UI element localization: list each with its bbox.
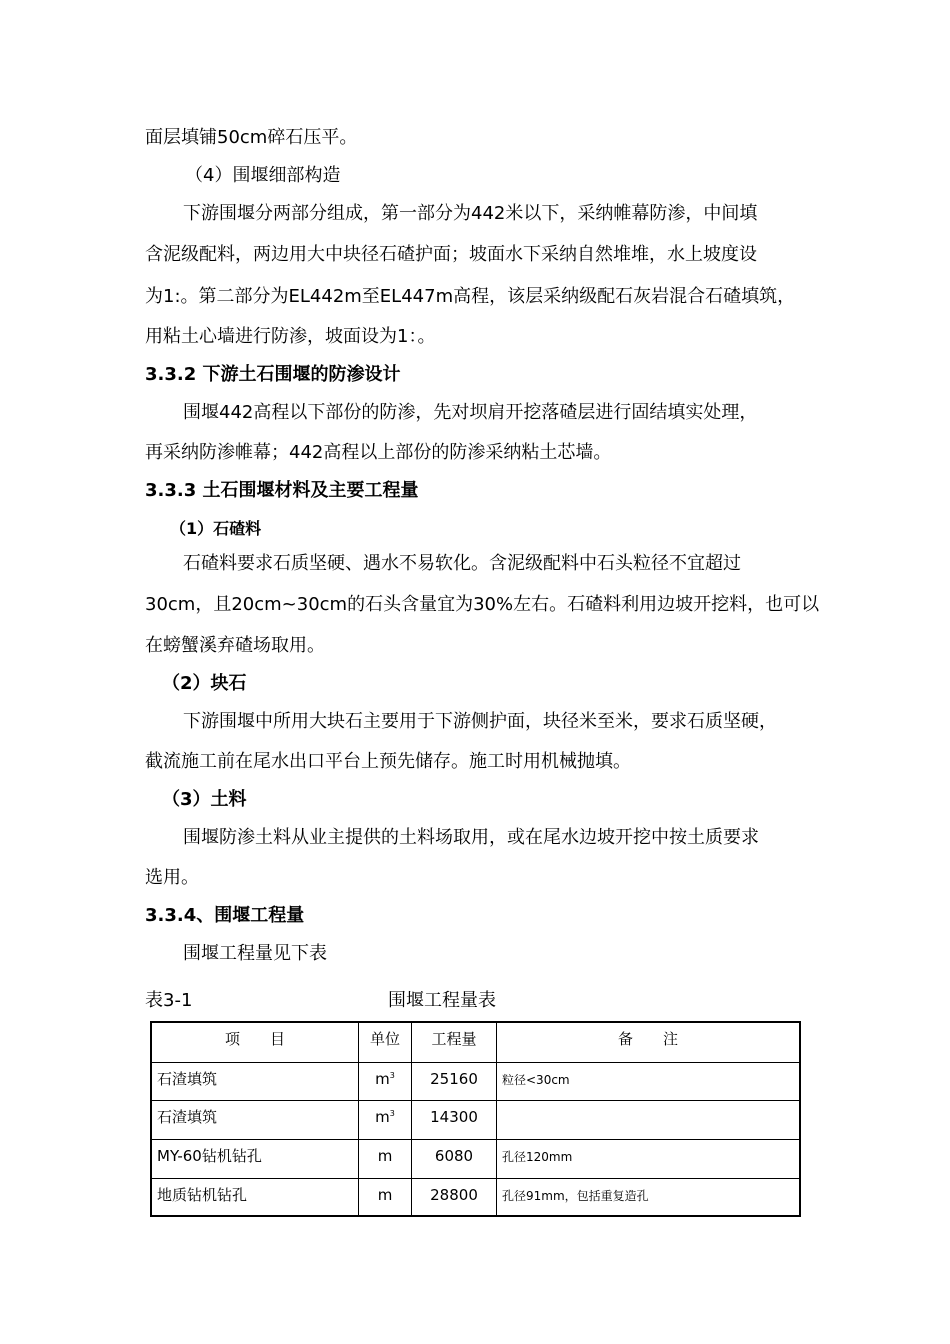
body-text: 下游围堰中所用大块石主要用于下游侧护面，块径米至米，要求石质坚硬， [183,711,777,732]
table-cell-item: 石渣填筑 [157,1108,218,1126]
subheading-earth-material: （3）土料 [162,789,247,810]
table-cell-quantity: 6080 [434,1147,474,1165]
body-text: 含泥级配料，两边用大中块径石碴护面；坡面水下采纳自然堆堆，水上坡度设 [145,244,757,265]
table-cell-unit: m [377,1147,393,1165]
quantity-table [150,1021,801,1217]
section-heading-3-3-3: 3.3.3 土石围堰材料及主要工程量 [145,480,419,501]
table-cell-remarks: 孔径91mm，包括重复造孔 [502,1189,649,1203]
body-text: 面层填铺50cm碎石压平。 [145,127,358,148]
body-text: 用粘土心墙进行防渗，坡面设为1：。 [145,326,436,347]
section-heading-3-3-2: 3.3.2 下游土石围堰的防渗设计 [145,364,401,385]
table-number: 表3-1 [145,990,193,1011]
table-cell-remarks: 孔径120mm [502,1150,573,1164]
table-header-quantity: 工程量 [431,1030,477,1048]
table-title: 围堰工程量表 [388,990,496,1011]
body-text: 围堰442高程以下部份的防渗，先对坝肩开挖落碴层进行固结填实处理， [183,402,758,423]
subheading-block-stone: （2）块石 [162,673,247,694]
body-text: 选用。 [145,867,199,888]
body-text: 30cm，且20cm~30cm的石头含量宜为30%左右。石碴料利用边坡开挖料，也可以 [145,594,820,615]
body-text: 再采纳防渗帷幕；442高程以上部份的防渗采纳粘土芯墙。 [145,442,612,463]
table-cell-remarks: 粒径<30cm [502,1073,570,1087]
table-cell-item: 地质钻机钻孔 [157,1186,248,1204]
body-text: 为1:。第二部分为EL442m至EL447m高程，该层采纳级配石灰岩混合石碴填筑， [145,286,796,307]
table-header-remarks: 备 注 [617,1030,678,1048]
body-text: 下游围堰分两部分组成，第一部分为442米以下，采纳帷幕防渗，中间填 [183,203,758,224]
body-text: 石碴料要求石质坚硬、遇水不易软化。含泥级配料中石头粒径不宜超过 [183,553,741,574]
table-cell-item: 石渣填筑 [157,1070,218,1088]
table-cell-item: MY-60钻机钻孔 [157,1147,262,1165]
body-text: 在螃蟹溪弃碴场取用。 [145,635,325,656]
table-cell-quantity: 28800 [430,1186,478,1204]
subheading-stone-ballast: （1）石碴料 [170,519,262,538]
table-header-unit: 单位 [369,1030,400,1048]
table-cell-unit: $m^3$ [375,1108,395,1126]
section-heading-3-3-4: 3.3.4、围堰工程量 [145,905,305,926]
body-text: 截流施工前在尾水出口平台上预先储存。施工时用机械抛填。 [145,751,631,772]
table-cell-quantity: 14300 [430,1108,478,1126]
body-text: 围堰防渗土料从业主提供的土料场取用，或在尾水边坡开挖中按土质要求 [183,827,759,848]
table-cell-unit: $m^3$ [375,1070,395,1088]
table-header-item: 项 目 [224,1030,285,1048]
table-cell-quantity: 25160 [430,1070,478,1088]
body-text: 围堰工程量见下表 [183,943,327,964]
subheading-detail-structure: （4）围堰细部构造 [185,165,341,186]
table-cell-unit: m [377,1186,393,1204]
